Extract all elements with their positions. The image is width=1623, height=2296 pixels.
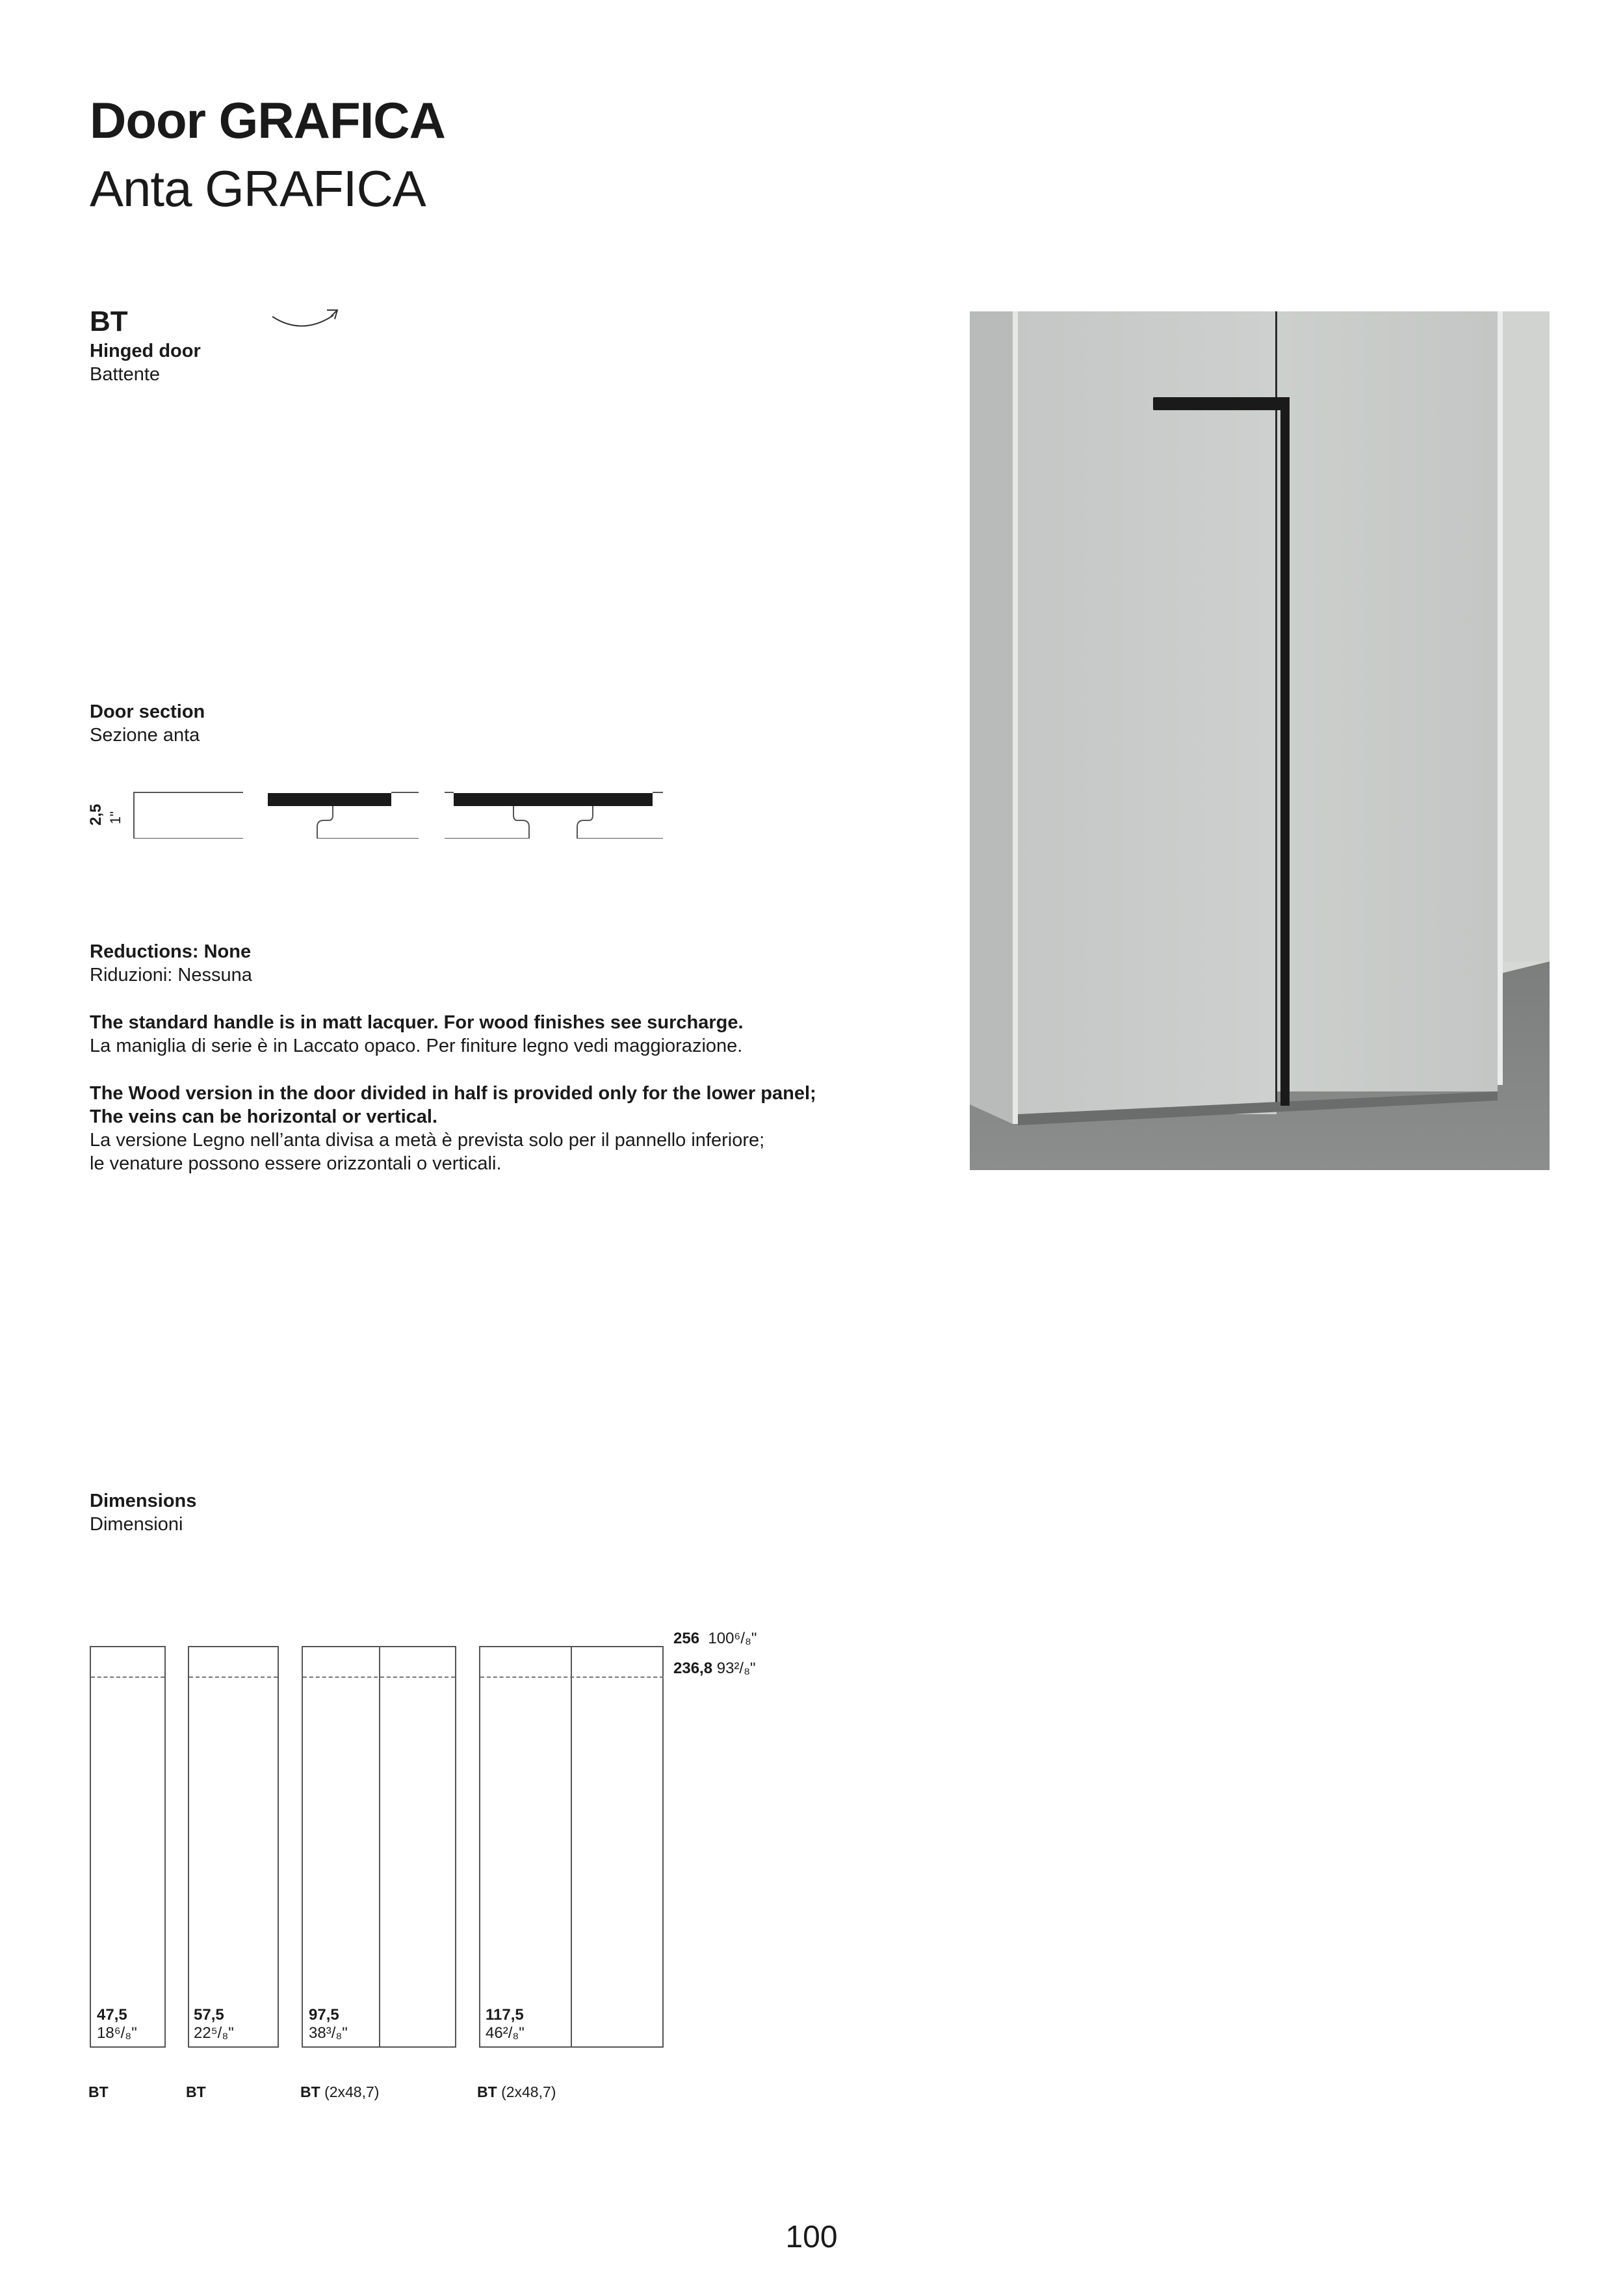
page-subtitle: Anta GRAFICA <box>90 160 426 217</box>
wood-note-it-2: le venature possono essere orizzontali o verticali. <box>90 1153 502 1174</box>
door-section-drawing <box>130 787 669 839</box>
wood-note-en-1: The Wood version in the door divided in half is provided only for the lower panel; <box>90 1083 816 1104</box>
wardrobe-photo <box>970 311 1550 1170</box>
door-type-en: Hinged door <box>90 341 201 361</box>
wood-note-it-1: La versione Legno nell’anta divisa a metà è prevista solo per il pannello inferiore; <box>90 1130 765 1151</box>
door-code: BT <box>90 306 128 337</box>
unit-117-divider <box>571 1646 572 2048</box>
unit-47-code: BT <box>88 2083 109 2100</box>
dimensions-label-en: Dimensions <box>90 1491 197 1511</box>
unit-117-split-line <box>480 1676 664 1678</box>
height-panel: 236,8 93²/₈" <box>673 1660 756 1677</box>
dimensions-label-it: Dimensioni <box>90 1514 183 1535</box>
unit-117-width: 117,5 46²/₈" <box>486 2006 525 2042</box>
unit-57-door <box>188 1646 279 2048</box>
handle-note-it: La maniglia di serie è in Laccato opaco. Per finiture legno vedi maggiorazione. <box>90 1036 743 1056</box>
page-title: Door GRAFICA <box>90 92 445 149</box>
unit-47-door <box>90 1646 166 2048</box>
hinge-swing-arrow-icon <box>270 307 343 333</box>
unit-97-width: 97,5 38³/₈" <box>309 2006 348 2042</box>
handle-note-en: The standard handle is in matt lacquer. For wood finishes see surcharge. <box>90 1012 744 1033</box>
section-label-it: Sezione anta <box>90 725 200 746</box>
unit-57-code: BT <box>186 2083 206 2100</box>
section-label-en: Door section <box>90 701 205 722</box>
unit-97-code: BT (2x48,7) <box>300 2083 380 2100</box>
unit-97-split-line <box>303 1676 455 1678</box>
unit-47-width: 47,5 18⁶/₈" <box>97 2006 137 2042</box>
unit-97-divider <box>379 1646 380 2048</box>
door-type-it: Battente <box>90 364 161 385</box>
unit-117-code: BT (2x48,7) <box>477 2083 556 2100</box>
reductions-it: Riduzioni: Nessuna <box>90 965 252 985</box>
unit-47-split-line <box>91 1676 164 1678</box>
page-number: 100 <box>785 2220 838 2254</box>
height-total: 256 100⁶/₈" <box>673 1630 757 1647</box>
reductions-en: Reductions: None <box>90 941 252 962</box>
section-thickness-in: 1" <box>107 811 123 824</box>
section-thickness-cm: 2,5 <box>87 803 105 826</box>
unit-57-width: 57,5 22⁵/₈" <box>194 2006 234 2042</box>
wood-note-en-2: The veins can be horizontal or vertical. <box>90 1106 438 1127</box>
unit-57-split-line <box>189 1676 278 1678</box>
